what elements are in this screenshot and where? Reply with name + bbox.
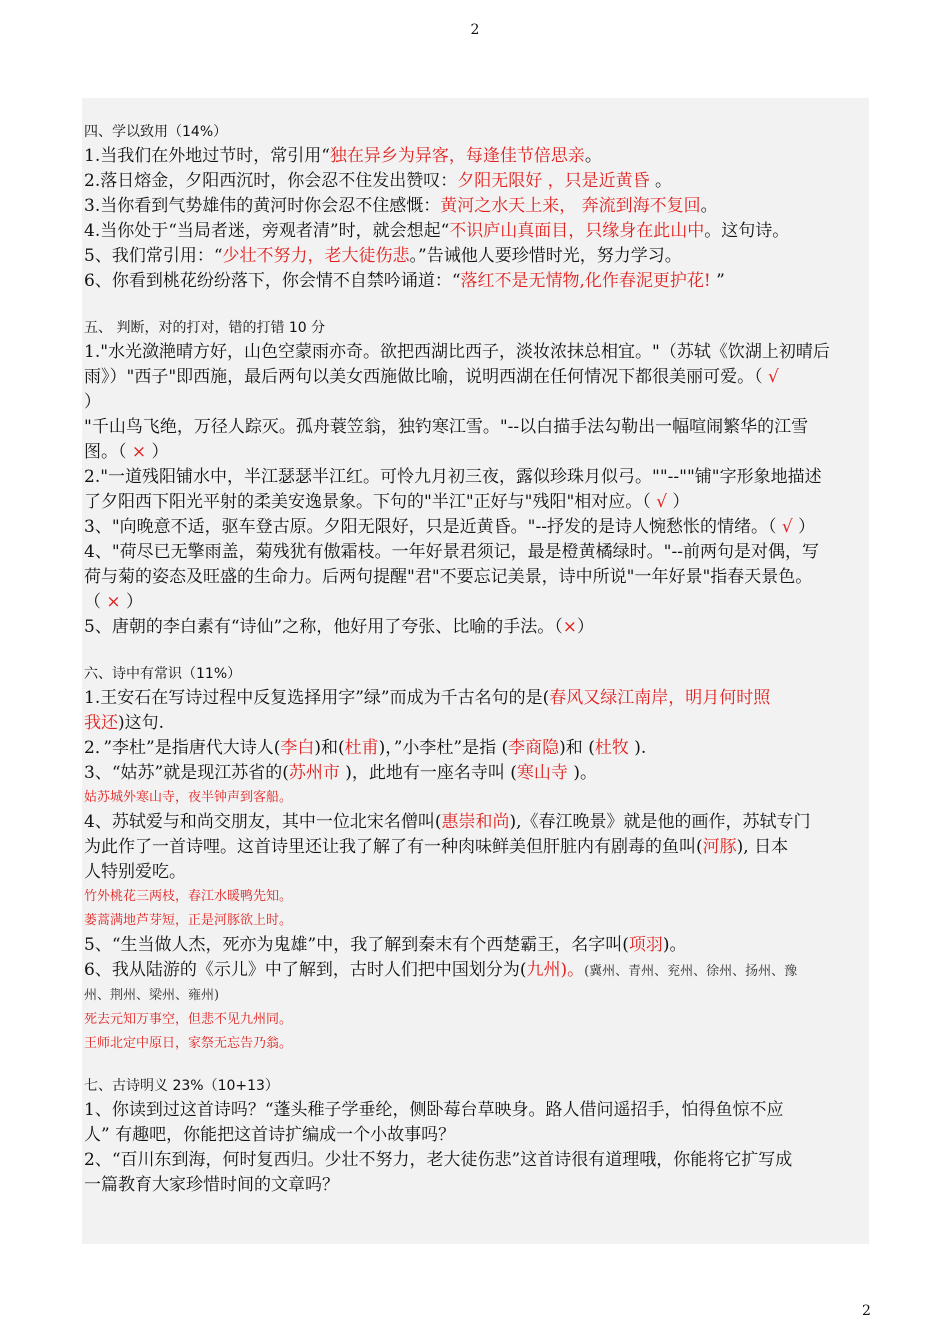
- text: 。: [649, 171, 673, 191]
- text: ),《春江晚景》就是他的画作，苏轼专门: [509, 812, 811, 832]
- text: )，此地有一座名寺叫 (: [339, 763, 517, 783]
- section-5: [84, 316, 869, 640]
- text: ）: [120, 592, 144, 612]
- text: ）: [576, 617, 594, 637]
- text: （: [84, 592, 107, 612]
- text: ).: [628, 738, 647, 758]
- text: 3、“姑苏”就是现江苏省的(: [84, 763, 289, 783]
- s5-line: [84, 515, 869, 540]
- text: )。: [662, 935, 687, 955]
- poem-line: 蒌蒿满地芦芽短，正是河豚欲上时。: [84, 913, 293, 928]
- note: (冀州、青州、兖州、徐州、扬州、豫: [584, 964, 798, 979]
- s5-line: [84, 490, 869, 515]
- text: )，”小李杜”是指 (: [378, 738, 509, 758]
- answer: 李白: [280, 738, 315, 758]
- answer: 杜甫: [344, 738, 379, 758]
- check-mark: √: [781, 517, 793, 537]
- s6-line: 人特别爱吃。: [84, 862, 186, 882]
- text: 。这句诗。: [704, 221, 790, 241]
- text: 6、我从陆游的《示儿》中了解到，古时人们把中国划分为(: [84, 960, 527, 980]
- s4-line-1: [84, 144, 869, 169]
- text: )和 (: [559, 738, 595, 758]
- answer: 惠崇和尚: [441, 812, 510, 832]
- s4-line-5: [84, 244, 869, 269]
- s4-line-3: [84, 194, 869, 219]
- answer: 九州: [526, 960, 561, 980]
- answer: 春风又绿江南岸，明月何时照: [549, 688, 771, 708]
- text: 2．”李杜”是指唐代大诗人(: [84, 738, 281, 758]
- poem-line: 死去元知万事空，但悲不见九州同。: [84, 1012, 293, 1027]
- text: 5、我们常引用：“: [84, 246, 223, 266]
- s6-line: [84, 711, 869, 736]
- poem-line: 姑苏城外寒山寺，夜半钟声到客船。: [84, 790, 293, 805]
- s5-line: [84, 590, 869, 615]
- text: 4、苏轼爱与和尚交朋友，其中一位北宋名僧叫(: [84, 812, 442, 832]
- s5-line: "千山鸟飞绝，万径人踪灭。孤舟蓑笠翁，独钓寒江雪。"--以白描手法勾勒出一幅喧闹繁华的江雪: [84, 417, 809, 437]
- worksheet-content: [82, 98, 869, 1244]
- text: 5、“生当做人杰，死亦为鬼雄”中，我了解到秦末有个西楚霸王，名字叫(: [84, 935, 629, 955]
- page-number-top: 2: [470, 22, 480, 38]
- answer: 杜牧: [594, 738, 629, 758]
- text: 1.王安石在写诗过程中反复选择用字”绿”而成为千古名句的是(: [84, 688, 550, 708]
- s6-line: [84, 686, 869, 711]
- answer: 项羽: [628, 935, 663, 955]
- s6-line: [84, 810, 869, 835]
- text: 3、"向晚意不适，驱车登古原。夕阳无限好，只是近黄昏。"--抒发的是诗人惋愁怅的情绪。（: [84, 517, 782, 537]
- text: )。: [560, 960, 585, 980]
- s4-line-4: [84, 219, 869, 244]
- s4-line-6: [84, 269, 869, 294]
- section-7: [84, 1074, 869, 1198]
- text: ）: [792, 517, 816, 537]
- s5-line: 1."水光潋滟晴方好，山色空蒙雨亦奇。欲把西湖比西子，淡妆浓抹总相宜。"（苏轼《饮湖上初晴后: [84, 342, 830, 362]
- s6-line: [84, 835, 869, 860]
- answer: 落红不是无情物,化作春泥更护花!: [460, 271, 711, 291]
- page-number-bottom: 2: [862, 1303, 871, 1319]
- text: )。: [567, 763, 597, 783]
- text: 。: [584, 146, 602, 166]
- text: ）: [146, 442, 169, 462]
- s5-line: ）: [84, 392, 101, 412]
- answer: 我还: [84, 713, 118, 733]
- text: 为此作了一首诗哩。这首诗里还让我了解了有一种肉味鲜美但肝脏内有剧毒的鱼叫(: [84, 837, 703, 857]
- text: 4.当你处于“当局者迷，旁观者清”时，就会想起“: [84, 221, 450, 241]
- poem-line: 王师北定中原日，家祭无忘告乃翁。: [84, 1036, 293, 1051]
- check-mark: √: [656, 492, 668, 512]
- text: )和(: [314, 738, 345, 758]
- cross-mark: ×: [562, 617, 577, 637]
- text: )这句.: [118, 713, 165, 733]
- text: 5、唐朝的李白素有“诗仙”之称，他好用了夸张、比喻的手法。（: [84, 617, 563, 637]
- section-4-heading: 四、学以致用（14%）: [84, 124, 228, 140]
- text: 2.落日熔金，夕阳西沉时，你会忍不住发出赞叹：: [84, 171, 458, 191]
- answer: 黄河之水天上来， 奔流到海不复回: [440, 196, 701, 216]
- s4-line-2: [84, 169, 869, 194]
- s6-line: [84, 736, 869, 761]
- answer: 不识庐山真面目，只缘身在此山中: [449, 221, 705, 241]
- s7-line: 人” 有趣吧，你能把这首诗扩编成一个小故事吗？: [84, 1125, 456, 1145]
- section-4: [84, 120, 869, 294]
- text: 6、你看到桃花纷纷落下，你会情不自禁吟诵道：“: [84, 271, 461, 291]
- section-6: [84, 662, 869, 1056]
- answer: 河豚: [702, 837, 737, 857]
- text: ”: [710, 271, 725, 291]
- text: 雨》）"西子"即西施，最后两句以美女西施做比喻，说明西湖在任何情况下都很美丽可爱。（: [84, 367, 769, 387]
- answer: 夕阳无限好 ，只是近黄昏: [457, 171, 650, 191]
- note: 州、荆州、梁州、雍州): [84, 988, 220, 1003]
- section-5-heading: 五、 判断，对的打对，错的打错 10 分: [84, 320, 326, 336]
- answer: 少壮不努力，老大徒伤悲: [222, 246, 410, 266]
- section-6-heading: 六、诗中有常识（11%）: [84, 666, 242, 682]
- text: 。: [700, 196, 718, 216]
- text: 3.当你看到气势雄伟的黄河时你会忍不住感慨：: [84, 196, 441, 216]
- text: ）: [667, 492, 690, 512]
- answer: 独在异乡为异客，每逢佳节倍思亲: [329, 146, 585, 166]
- s7-line: 一篇教育大家珍惜时间的文章吗？: [84, 1175, 339, 1195]
- cross-mark: ×: [131, 442, 147, 462]
- s5-line: 4、"荷尽已无擎雨盖，菊残犹有傲霜枝。一年好景君须记，最是橙黄橘绿时。"--前两句是对偶，写: [84, 542, 819, 562]
- s6-line: [84, 761, 869, 786]
- text: 了夕阳西下阳光平射的柔美安逸景象。下句的"半江"正好与"残阳"相对应。（: [84, 492, 657, 512]
- s5-line: [84, 365, 869, 390]
- s6-line: [84, 958, 869, 984]
- text: ), 日本: [736, 837, 789, 857]
- s5-line: [84, 615, 869, 640]
- s5-line: 2."一道残阳铺水中，半江瑟瑟半江红。可怜九月初三夜，露似珍珠月似弓。""--""铺"字形象地描述: [84, 467, 822, 487]
- text: 。”告诫他人要珍惜时光，努力学习。: [409, 246, 682, 266]
- s5-line: 荷与菊的姿态及旺盛的生命力。后两句提醒"君"不要忘记美景，诗中所说"一年好景"指春天景色。: [84, 567, 813, 587]
- cross-mark: ×: [106, 592, 121, 612]
- answer: 李商隐: [508, 738, 560, 758]
- answer: 寒山寺: [516, 763, 568, 783]
- s6-line: [84, 933, 869, 958]
- check-mark: √: [768, 367, 779, 387]
- answer: 苏州市: [288, 763, 340, 783]
- section-7-heading: 七、古诗明义 23%（10+13）: [84, 1078, 279, 1094]
- poem-line: 竹外桃花三两枝，春江水暖鸭先知。: [84, 889, 293, 904]
- text: 图。（: [84, 442, 132, 462]
- text: 1.当我们在外地过节时，常引用“: [84, 146, 330, 166]
- s7-line: 1、你读到过这首诗吗？“蓬头稚子学垂纶，侧卧莓台草映身。路人借问遥招手，怕得鱼惊不应: [84, 1100, 784, 1120]
- s7-line: 2、“百川东到海，何时复西归。少壮不努力，老大徒伤悲”这首诗很有道理哦，你能将它扩写成: [84, 1150, 793, 1170]
- s5-line: [84, 440, 869, 465]
